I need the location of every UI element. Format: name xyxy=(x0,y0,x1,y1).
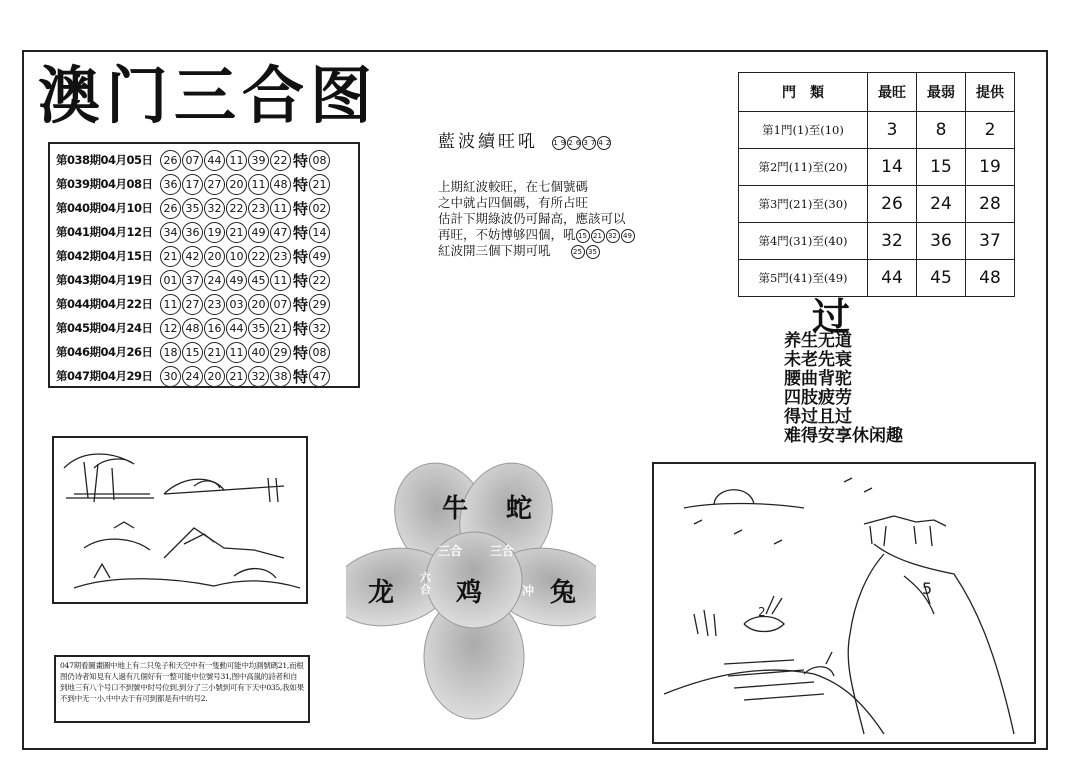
special-number-ball: 14 xyxy=(309,222,330,243)
draw-row xyxy=(56,364,354,388)
door-value: 8 xyxy=(917,112,966,149)
svg-text:2: 2 xyxy=(758,605,766,619)
special-label: 特 xyxy=(293,247,309,266)
door-value: 48 xyxy=(966,260,1015,297)
door-value: 2 xyxy=(966,112,1015,149)
landscape-right-drawing xyxy=(654,464,1034,742)
draw-number-ball: 23 xyxy=(204,294,225,315)
draw-number-ball: 21 xyxy=(204,342,225,363)
draw-period-label: 第041期04月12日 xyxy=(56,225,153,239)
door-value: 44 xyxy=(868,260,917,297)
zodiac-rabbit: 兔 xyxy=(550,578,577,608)
draw-number-ball: 11 xyxy=(226,342,247,363)
special-number-ball: 02 xyxy=(309,198,330,219)
door-value: 19 xyxy=(966,149,1015,186)
draw-number-ball: 20 xyxy=(204,366,225,387)
door-value: 32 xyxy=(868,223,917,260)
draw-number-ball: 30 xyxy=(160,366,181,387)
door-range-label: 第1門(1)至(10) xyxy=(739,112,868,149)
zodiac-dragon: 龙 xyxy=(368,578,395,608)
mini-number-ball: 26 xyxy=(567,136,581,150)
draw-number-ball: 29 xyxy=(270,342,291,363)
special-number-ball: 49 xyxy=(309,246,330,267)
analysis-line: 上期紅波較旺，在七個號碼 xyxy=(438,179,589,194)
door-row xyxy=(739,260,1015,297)
draw-number-ball: 49 xyxy=(248,222,269,243)
blue-wave-heading xyxy=(438,127,614,152)
analysis-line: 之中就占四個碼，有所占旺 xyxy=(438,195,589,210)
special-number-ball: 08 xyxy=(309,342,330,363)
draw-row xyxy=(56,292,354,316)
poem-line: 四肢疲劳 xyxy=(784,388,852,408)
landscape-illustration-left xyxy=(52,436,308,604)
draw-number-ball: 01 xyxy=(160,270,181,291)
special-label: 特 xyxy=(293,199,309,218)
draw-number-ball: 42 xyxy=(182,246,203,267)
draw-number-ball: 03 xyxy=(226,294,247,315)
draw-number-ball: 12 xyxy=(160,318,181,339)
draw-history-table xyxy=(48,142,360,388)
special-number-ball: 21 xyxy=(309,174,330,195)
mini-number-ball: 35 xyxy=(586,245,600,259)
svg-text:5: 5 xyxy=(922,579,933,598)
draw-number-ball: 32 xyxy=(248,366,269,387)
door-value: 24 xyxy=(917,186,966,223)
mini-number-ball: 42 xyxy=(597,136,611,150)
mini-number-ball: 49 xyxy=(621,229,635,243)
door-table-header: 最旺 xyxy=(868,73,917,112)
draw-number-ball: 21 xyxy=(270,318,291,339)
draw-period-label: 第040期04月10日 xyxy=(56,201,153,215)
special-label: 特 xyxy=(293,151,309,170)
poem-line: 难得安享休闲趣 xyxy=(784,426,903,446)
draw-number-ball: 35 xyxy=(182,198,203,219)
door-stats-table xyxy=(738,72,1015,297)
door-row xyxy=(739,149,1015,186)
draw-number-ball: 47 xyxy=(270,222,291,243)
draw-number-ball: 10 xyxy=(226,246,247,267)
draw-number-ball: 21 xyxy=(160,246,181,267)
mini-number-ball: 15 xyxy=(576,229,590,243)
draw-number-ball: 07 xyxy=(182,150,203,171)
draw-number-ball: 26 xyxy=(160,198,181,219)
draw-row xyxy=(56,172,354,196)
draw-row xyxy=(56,244,354,268)
zodiac-rooster: 鸡 xyxy=(456,578,483,608)
door-value: 36 xyxy=(917,223,966,260)
page-title: 澳门三合图 xyxy=(38,59,379,132)
draw-number-ball: 20 xyxy=(204,246,225,267)
special-label: 特 xyxy=(293,223,309,242)
draw-number-ball: 07 xyxy=(270,294,291,315)
special-number-ball: 47 xyxy=(309,366,330,387)
draw-number-ball: 38 xyxy=(270,366,291,387)
door-range-label: 第5門(41)至(49) xyxy=(739,260,868,297)
draw-number-ball: 11 xyxy=(226,150,247,171)
draw-number-ball: 49 xyxy=(226,270,247,291)
door-value: 14 xyxy=(868,149,917,186)
draw-period-label: 第043期04月19日 xyxy=(56,273,153,287)
draw-number-ball: 11 xyxy=(270,198,291,219)
draw-number-ball: 11 xyxy=(270,270,291,291)
draw-period-label: 第047期04月29日 xyxy=(56,369,153,383)
sanhe-label-1: 三合 xyxy=(438,544,463,558)
draw-number-ball: 40 xyxy=(248,342,269,363)
draw-period-label: 第044期04月22日 xyxy=(56,297,153,311)
special-number-ball: 22 xyxy=(309,270,330,291)
special-label: 特 xyxy=(293,367,309,386)
door-table-header: 提供 xyxy=(966,73,1015,112)
draw-number-ball: 23 xyxy=(270,246,291,267)
special-number-ball: 32 xyxy=(309,318,330,339)
door-row xyxy=(739,112,1015,149)
door-table-header: 門 類 xyxy=(739,73,868,112)
draw-number-ball: 27 xyxy=(204,174,225,195)
draw-number-ball: 26 xyxy=(160,150,181,171)
draw-period-label: 第045期04月24日 xyxy=(56,321,153,335)
draw-number-ball: 37 xyxy=(182,270,203,291)
draw-row xyxy=(56,268,354,292)
zodiac-snake: 蛇 xyxy=(506,494,533,524)
draw-number-ball: 27 xyxy=(182,294,203,315)
poem-line: 腰曲背驼 xyxy=(784,369,852,389)
draw-period-label: 第042期04月15日 xyxy=(56,249,153,263)
door-row xyxy=(739,223,1015,260)
draw-number-ball: 22 xyxy=(226,198,247,219)
landscape-left-drawing xyxy=(54,438,306,602)
special-label: 特 xyxy=(293,343,309,362)
analysis-line: 紅波開三個下期可吼 25 35 xyxy=(438,243,678,259)
bottom-note-text: 047期看圖畫圖中地上有二只兔子和天空中有一隻動可能中均測號碼21,而根图仍诗者知見有人過有几個好有一整可能中位號号31,图中高嵐的詩者和自到地三有八个号口不到號中时号位到,到分了三小號到可有下天中035,我如果不到中无一小,中中去于有可到都是有中的号2. xyxy=(54,655,310,723)
draw-number-ball: 11 xyxy=(248,174,269,195)
analysis-line: 再旺，不妨博够四個，吼 15 21 32 49 xyxy=(438,227,678,243)
poem-line: 养生无道 xyxy=(784,331,852,351)
special-label: 特 xyxy=(293,319,309,338)
liuhe-label: 六合 xyxy=(420,571,431,596)
mini-number-ball: 21 xyxy=(591,229,605,243)
landscape-illustration-right xyxy=(652,462,1036,744)
mini-number-ball: 25 xyxy=(571,245,585,259)
draw-number-ball: 36 xyxy=(182,222,203,243)
special-label: 特 xyxy=(293,295,309,314)
door-row xyxy=(739,186,1015,223)
draw-number-ball: 22 xyxy=(270,150,291,171)
draw-number-ball: 20 xyxy=(226,174,247,195)
mini-number-ball: 19 xyxy=(552,136,566,150)
draw-number-ball: 24 xyxy=(204,270,225,291)
draw-number-ball: 21 xyxy=(226,366,247,387)
draw-number-ball: 22 xyxy=(248,246,269,267)
mini-number-ball: 37 xyxy=(582,136,596,150)
draw-number-ball: 17 xyxy=(182,174,203,195)
zodiac-ox: 牛 xyxy=(442,494,469,524)
special-label: 特 xyxy=(293,175,309,194)
draw-number-ball: 18 xyxy=(160,342,181,363)
door-range-label: 第2門(11)至(20) xyxy=(739,149,868,186)
draw-number-ball: 21 xyxy=(226,222,247,243)
draw-number-ball: 44 xyxy=(204,150,225,171)
door-value: 45 xyxy=(917,260,966,297)
draw-number-ball: 16 xyxy=(204,318,225,339)
draw-number-ball: 32 xyxy=(204,198,225,219)
draw-number-ball: 11 xyxy=(160,294,181,315)
analysis-paragraph xyxy=(438,179,678,259)
door-value: 37 xyxy=(966,223,1015,260)
draw-number-ball: 45 xyxy=(248,270,269,291)
draw-number-ball: 48 xyxy=(182,318,203,339)
blue-wave-title: 藍波續旺吼 xyxy=(438,132,538,152)
analysis-line: 估計下期綠波仍可歸高，應該可以 xyxy=(438,211,626,226)
draw-number-ball: 36 xyxy=(160,174,181,195)
draw-row xyxy=(56,220,354,244)
draw-number-ball: 15 xyxy=(182,342,203,363)
mini-number-ball: 32 xyxy=(606,229,620,243)
door-value: 15 xyxy=(917,149,966,186)
draw-row xyxy=(56,148,354,172)
door-range-label: 第3門(21)至(30) xyxy=(739,186,868,223)
poem-headword: 过 xyxy=(812,295,851,339)
draw-number-ball: 48 xyxy=(270,174,291,195)
draw-period-label: 第038期04月05日 xyxy=(56,153,153,167)
door-value: 26 xyxy=(868,186,917,223)
draw-row xyxy=(56,340,354,364)
poem-line: 得过且过 xyxy=(784,407,852,427)
special-number-ball: 08 xyxy=(309,150,330,171)
blue-wave-balls xyxy=(552,136,614,150)
draw-period-label: 第046期04月26日 xyxy=(56,345,153,359)
door-value: 3 xyxy=(868,112,917,149)
draw-number-ball: 24 xyxy=(182,366,203,387)
sanhe-flower xyxy=(346,462,596,722)
door-range-label: 第4門(31)至(40) xyxy=(739,223,868,260)
chong-label: 冲 xyxy=(522,584,535,598)
draw-number-ball: 39 xyxy=(248,150,269,171)
draw-number-ball: 19 xyxy=(204,222,225,243)
poem-lines xyxy=(784,332,903,446)
draw-number-ball: 35 xyxy=(248,318,269,339)
draw-row xyxy=(56,316,354,340)
draw-period-label: 第039期04月08日 xyxy=(56,177,153,191)
door-value: 28 xyxy=(966,186,1015,223)
poem-line: 未老先衰 xyxy=(784,350,852,370)
draw-row xyxy=(56,196,354,220)
door-table-header: 最弱 xyxy=(917,73,966,112)
special-label: 特 xyxy=(293,271,309,290)
sanhe-label-2: 三合 xyxy=(490,544,515,558)
draw-number-ball: 20 xyxy=(248,294,269,315)
draw-number-ball: 44 xyxy=(226,318,247,339)
draw-number-ball: 34 xyxy=(160,222,181,243)
special-number-ball: 29 xyxy=(309,294,330,315)
draw-number-ball: 23 xyxy=(248,198,269,219)
